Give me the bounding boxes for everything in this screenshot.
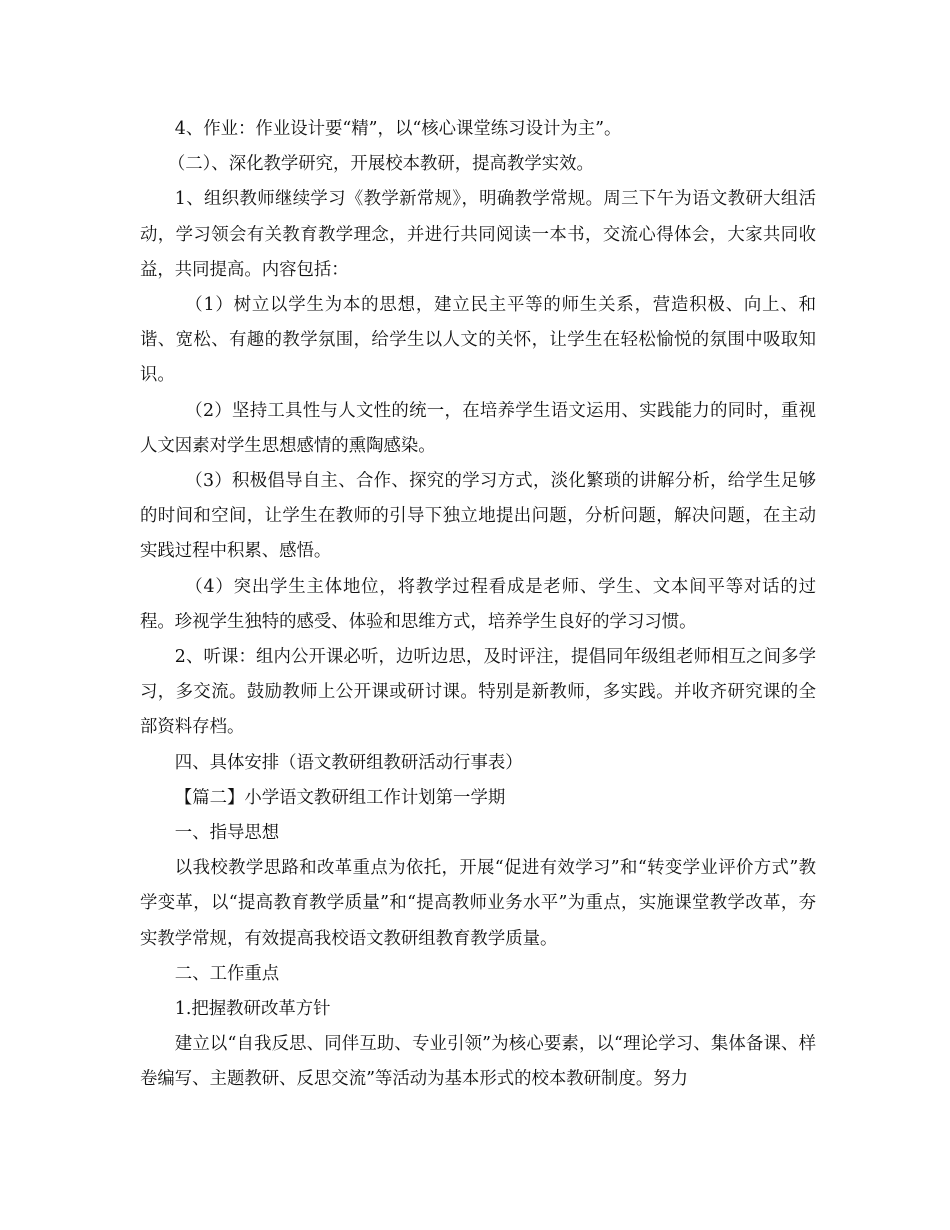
section-heading: 1.把握教研改革方针 xyxy=(174,999,331,1020)
paragraph: 1、组织教师继续学习《教学新常规》，明确教学常规。周三下午为语文教研大组活动，学习领会有关教育教学理念，并进行共同阅读一本书，交流心得体会，大家共同收益，共同提高。内容包括： xyxy=(140,189,816,280)
section-heading: 【篇二】小学语文教研组工作计划第一学期 xyxy=(174,787,506,808)
paragraph: 以我校教学思路和改革重点为依托，开展“促进有效学习”和“转变学业评价方式”教学变革，以“提高教育教学质量”和“提高教师业务水平”为重点，实施课堂教学改革，夯实教学常规，有效提高我校语文教研组教育教学质量。 xyxy=(140,858,816,949)
paragraph: （2）坚持工具性与人文性的统一，在培养学生语文运用、实践能力的同时，重视人文因素对学生思想感情的熏陶感染。 xyxy=(140,400,816,456)
paragraph: （3）积极倡导自主、合作、探究的学习方式，淡化繁琐的讲解分析，给学生足够的时间和空间，让学生在教师的引导下独立地提出问题，分析问题，解决问题，在主动实践过程中积累、感悟。 xyxy=(140,471,816,562)
paragraph: （1）树立以学生为本的思想，建立民主平等的师生关系，营造积极、向上、和谐、宽松、有趣的教学氛围，给学生以人文的关怀，让学生在轻松愉悦的氛围中吸取知识。 xyxy=(140,295,816,386)
paragraph: （二）、深化教学研究，开展校本教研，提高教学实效。 xyxy=(167,154,594,175)
section-heading: 一、指导思想 xyxy=(174,823,280,844)
section-heading: 四、具体安排（语文教研组教研活动行事表） xyxy=(174,752,523,773)
paragraph: 4、作业：作业设计要“精”，以“核心课堂练习设计为主”。 xyxy=(174,119,622,139)
paragraph: 2、听课：组内公开课必听，边听边思，及时评注，提倡同年级组老师相互之间多学习，多交流。鼓励教师上公开课或研讨课。特别是新教师，多实践。并收齐研究课的全部资料存档。 xyxy=(140,647,816,738)
section-heading: 二、工作重点 xyxy=(174,963,280,984)
paragraph: 建立以“自我反思、同伴互助、专业引领”为核心要素，以“理论学习、集体备课、样卷编写、主题教研、反思交流”等活动为基本形式的校本教研制度。努力 xyxy=(140,1034,816,1090)
paragraph: （4）突出学生主体地位，将教学过程看成是老师、学生、文本间平等对话的过程。珍视学生独特的感受、体验和思维方式，培养学生良好的学习习惯。 xyxy=(140,576,816,632)
document-body xyxy=(140,112,816,1098)
